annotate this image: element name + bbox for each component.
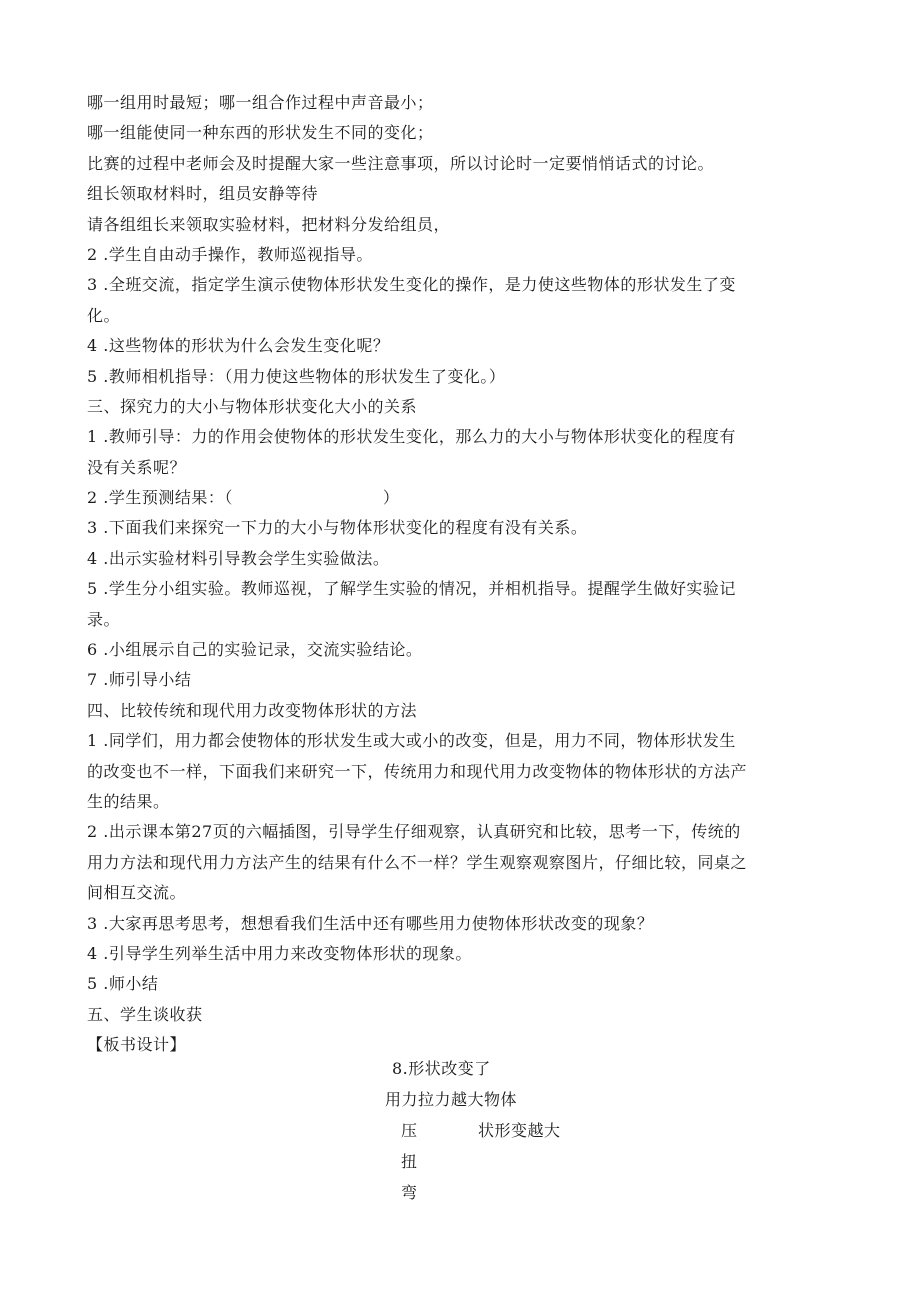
text-line: 5 .学生分小组实验。教师巡视，了解学生实验的情况，并相机指导。提醒学生做好实验记 xyxy=(87,579,736,599)
text-line: 1 .教师引导：力的作用会使物体的形状发生变化，那么力的大小与物体形状变化的程度有 xyxy=(87,427,736,447)
text-line: 间相互交流。 xyxy=(87,883,187,903)
text-line: 4 .这些物体的形状为什么会发生变化呢？ xyxy=(87,336,390,356)
text-line: 6 .小组展示自己的实验记录，交流实验结论。 xyxy=(87,640,423,660)
text-line: 请各组组长来领取实验材料，把材料分发给组员， xyxy=(87,214,451,234)
board-design-heading: 【板书设计】 xyxy=(87,1035,187,1055)
text-line: 3 .大家再思考思考，想想看我们生活中还有哪些用力使物体形状改变的现象？ xyxy=(87,913,654,933)
section-heading: 四、比较传统和现代用力改变物体形状的方法 xyxy=(87,700,418,720)
board-title: 8.形状改变了 xyxy=(392,1059,491,1078)
closing-paren: ） xyxy=(382,488,400,508)
text-line: 的改变也不一样，下面我们来研究一下，传统用力和现代用力改变物体的物体形状的方法产 xyxy=(87,761,748,781)
text-line: 2 .出示课本第27页的六幅插图，引导学生仔细观察，认真研究和比较，思考一下，传统的 xyxy=(87,822,741,842)
text-line: 5 .教师相机指导：（用力使这些物体的形状发生了变化。） xyxy=(87,366,506,386)
text-line: 录。 xyxy=(87,609,121,629)
text-line: 比赛的过程中老师会及时提醒大家一些注意事项，所以讨论时一定要悄悄话式的讨论。 xyxy=(87,153,715,173)
text-line: 7 .师引导小结 xyxy=(87,670,192,690)
text-line: 用力方法和现代用力方法产生的结果有什么不一样？学生观察观察图片，仔细比较，同桌之 xyxy=(87,852,748,872)
text-line: 没有关系呢？ xyxy=(87,457,187,477)
text-line: 生的结果。 xyxy=(87,791,170,811)
text-line: 3 .下面我们来探究一下力的大小与物体形状变化的程度有没有关系。 xyxy=(87,518,588,538)
text-line: 5 .师小结 xyxy=(87,974,159,994)
text-line: 1 .同学们，用力都会使物体的形状发生或大或小的改变，但是，用力不同，物体形状发生 xyxy=(87,731,736,751)
text-line: 4 .出示实验材料引导教会学生实验做法。 xyxy=(87,548,390,568)
prediction-label: 2 .学生预测结果：（ xyxy=(87,488,233,508)
text-line: 哪一组用时最短；哪一组合作过程中声音最小； xyxy=(87,93,434,112)
section-heading: 五、学生谈收获 xyxy=(87,1004,203,1024)
text-line: 化。 xyxy=(87,305,121,325)
text-line: 组长领取材料时，组员安静等待 xyxy=(87,184,319,204)
prediction-line xyxy=(87,483,832,513)
board-row-4: 弯 xyxy=(401,1183,418,1202)
board-row-2-right: 状形变越大 xyxy=(478,1121,561,1140)
board-row-1: 用力拉力越大物体 xyxy=(385,1090,518,1109)
text-line: 3 .全班交流，指定学生演示使物体形状发生变化的操作，是力使这些物体的形状发生了变 xyxy=(87,275,736,295)
document-body xyxy=(87,88,832,1061)
board-row-3: 扭 xyxy=(401,1152,418,1171)
text-line: 4 .引导学生列举生活中用力来改变物体形状的现象。 xyxy=(87,943,472,963)
board-row-2-left: 压 xyxy=(401,1121,418,1140)
section-heading: 三、探究力的大小与物体形状变化大小的关系 xyxy=(87,396,418,416)
text-line: 2 .学生自由动手操作，教师巡视指导。 xyxy=(87,244,373,264)
text-line: 哪一组能使同一种东西的形状发生不同的变化； xyxy=(87,123,434,143)
